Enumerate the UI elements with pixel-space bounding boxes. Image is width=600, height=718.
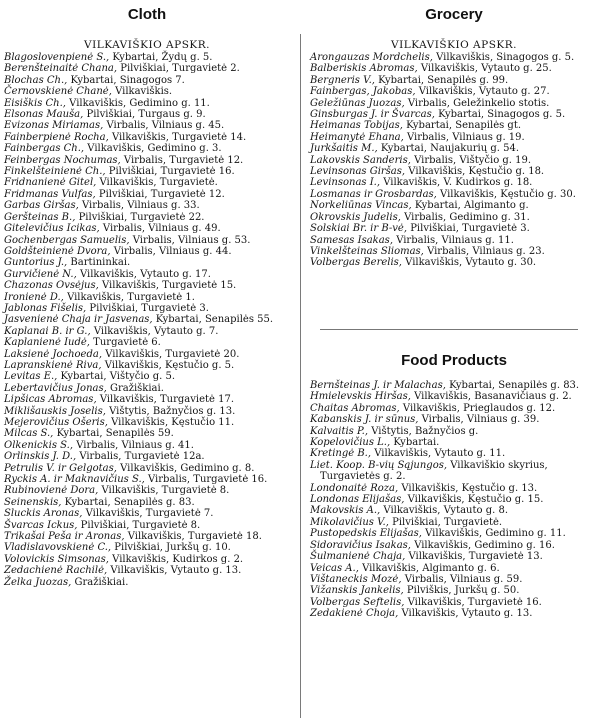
entry-address: Gražiškiai. xyxy=(109,382,164,394)
entry-name: Ryckis A. ir Maknavičius S., xyxy=(4,474,145,486)
entry-name: Ginsburgas J. ir Švarcas, xyxy=(310,109,435,121)
entry-name: Finkelšteinienė Ch., xyxy=(4,166,106,178)
list-item xyxy=(310,391,598,402)
entry-name: Švarcas Ickus, xyxy=(4,519,78,531)
entry-address: Vilkaviškis, Gedimino g. 8. xyxy=(120,462,255,474)
list-item xyxy=(310,448,598,459)
entry-address: Pilviškiai, Turgavietė 3. xyxy=(410,223,530,235)
list-item xyxy=(310,63,598,74)
list-item xyxy=(4,554,290,565)
entry-name: Kretingė B., xyxy=(310,448,372,460)
entry-name: Okrovskis Judelis, xyxy=(310,211,401,223)
food-list xyxy=(310,380,598,620)
list-item xyxy=(4,520,290,531)
entry-name: Berenšteinaitė Chana, xyxy=(4,63,118,75)
entry-address: Virbalis, Vilniaus g. 11. xyxy=(396,234,514,246)
entry-name: Želka Juozas, xyxy=(4,576,72,588)
entry-address: Pilviškiai, Turgavietė. xyxy=(392,516,503,528)
entry-address: Vilkaviškis. xyxy=(115,86,173,98)
list-item xyxy=(310,585,598,596)
entry-address: Vilkaviškis, Gedimino g. 11. xyxy=(69,97,210,109)
list-item xyxy=(4,394,290,405)
entry-name: Guntorius J., xyxy=(4,257,68,269)
entry-address: Vilkaviškis, Kudirkos g. 2. xyxy=(112,553,244,565)
entry-name: Trikašai Peša ir Aronas, xyxy=(4,531,125,543)
entry-name: Chaitas Abromas, xyxy=(310,402,400,414)
list-item xyxy=(4,257,290,268)
entry-name: Mikolavičius V., xyxy=(310,516,389,528)
entry-name: Sluckis Aronas, xyxy=(4,508,83,520)
entry-address: Vilkaviškis, Turgavietė 1. xyxy=(67,291,195,303)
entry-address: Virbalis, Vištyčio g. 19. xyxy=(414,154,532,166)
list-item xyxy=(310,403,598,414)
cloth-entries xyxy=(4,52,290,588)
list-item xyxy=(4,143,290,154)
cloth-column xyxy=(4,0,290,718)
entry-name: Fainberpienė Rocha, xyxy=(4,131,109,143)
entry-name: Losmanas ir Grosbardas, xyxy=(310,188,437,200)
entry-name: Fainbergas, Jakobas, xyxy=(310,86,416,98)
entry-address: Vilkaviškis, Kęstučio g. 5. xyxy=(104,359,235,371)
entry-name: Fridnanienė Gitel, xyxy=(4,177,97,189)
list-item xyxy=(4,485,290,496)
entry-name: Milcas S., xyxy=(4,428,54,440)
list-item xyxy=(310,75,598,86)
entry-address: Vilkaviškis, Kęstučio g. 15. xyxy=(407,494,544,506)
entry-address: Vilkaviškis, Sinagogos g. 5. xyxy=(436,52,575,63)
entry-address: Vilkaviškis, Kęstučio 11. xyxy=(111,417,235,428)
list-item xyxy=(4,120,290,131)
entry-name: Liet. Koop. B-vių Sąjungos, xyxy=(310,459,448,471)
entry-address: Kybartai, Sinagogos 7. xyxy=(70,74,185,86)
list-item xyxy=(4,360,290,371)
entry-name: Levitas E., xyxy=(4,371,58,383)
entry-name: Fainbergas Ch., xyxy=(4,143,85,155)
grocery-list xyxy=(310,40,598,269)
list-item xyxy=(4,235,290,246)
list-item xyxy=(310,483,598,494)
list-item xyxy=(310,200,598,211)
entry-name: Lebertavičius Jonas, xyxy=(4,382,107,394)
entry-name: Laksienė Jochoeda, xyxy=(4,348,102,360)
list-item xyxy=(310,155,598,166)
entry-name: Samesas Isakas, xyxy=(310,234,393,246)
entry-name: Miklišauskis Joselis, xyxy=(4,405,106,417)
entry-name: Eisiškis Ch., xyxy=(4,97,66,109)
list-item xyxy=(4,508,290,519)
entry-name: Heimanytė Ehana, xyxy=(310,131,404,143)
entry-address: Virbalis, Vilniaus g. 49. xyxy=(102,223,221,235)
entry-address: Virbalis, Vilniaus g. 59. xyxy=(404,573,523,585)
list-item xyxy=(310,460,598,483)
entry-name: Londonas Elijašas, xyxy=(310,494,405,506)
entry-name: Vištaneckis Mozė, xyxy=(310,573,402,585)
list-item xyxy=(4,200,290,211)
entry-address: Vilkaviškis, Turgavietė 16. xyxy=(407,596,542,608)
list-item xyxy=(310,517,598,528)
entry-name: Geležiūnas Juozas, xyxy=(310,97,405,109)
list-item xyxy=(4,269,290,280)
list-item xyxy=(4,52,290,63)
entry-name: Bergneris V., xyxy=(310,74,375,86)
list-item xyxy=(4,86,290,97)
entry-address: Vilkaviškis, Turgavietė. xyxy=(99,177,218,189)
entry-address: Pilviškiai, Turgavietė 12. xyxy=(98,188,225,200)
entry-name: Volbergas Berelis, xyxy=(310,257,402,269)
entry-address: Kybartai, Senapilės g. 99. xyxy=(378,74,509,86)
entry-address: Vilkaviškis, Turgavietė 7. xyxy=(85,508,214,520)
grocery-heading: Grocery xyxy=(425,6,483,23)
list-item xyxy=(4,497,290,508)
entry-name: Kaplanai B. ir G., xyxy=(4,325,91,337)
list-item xyxy=(4,383,290,394)
column-divider xyxy=(300,34,301,718)
list-item xyxy=(310,505,598,516)
entry-address: Virbalis, Geležinkelio stotis. xyxy=(407,97,550,109)
entry-address: Vilkaviškis, Gedimino g. 11. xyxy=(425,528,566,540)
entry-address: Kybartai, Senapilės g. 83. xyxy=(64,496,195,508)
list-item xyxy=(4,463,290,474)
list-item xyxy=(4,177,290,188)
entry-address: Pilviškiai, Turgaus g. 9. xyxy=(86,109,206,121)
entry-name: Balberiskis Abromas, xyxy=(310,63,418,75)
list-item xyxy=(310,608,598,619)
list-item xyxy=(310,574,598,585)
entry-name: Levinsonas Giršas, xyxy=(310,166,406,178)
list-item xyxy=(4,337,290,348)
entry-name: Sidoravičius Isakas, xyxy=(310,539,411,551)
list-item xyxy=(4,577,290,588)
entry-address: Vilkaviškis, Vytauto g. 17. xyxy=(79,268,211,280)
list-item xyxy=(4,542,290,553)
entry-address: Virbalis, Turgavietė 12a. xyxy=(79,451,205,463)
list-item xyxy=(4,565,290,576)
right-column xyxy=(310,0,598,718)
entry-address: Vilkaviškio skyrius, Turgavietės g. 2. xyxy=(320,459,548,483)
list-item xyxy=(4,417,290,428)
entry-name: Blochas Ch., xyxy=(4,74,68,86)
entry-address: Kybartai, Senapilės 55. xyxy=(155,314,274,326)
entry-name: Solskiai Br. ir B-vė, xyxy=(310,223,408,235)
entry-address: Vilkaviškis, Vytauto g. 13. xyxy=(110,565,242,577)
entry-address: Virbalis, Vilniaus g. 23. xyxy=(427,245,545,257)
entry-address: Virbalis, Vilniaus g. 45. xyxy=(106,120,225,132)
list-item xyxy=(310,143,598,154)
entry-address: Vilkaviškis, Vytauto g. 8. xyxy=(383,505,509,517)
list-item xyxy=(310,166,598,177)
entry-name: Jasvenienė Chaja ir Jasvenas, xyxy=(4,314,153,326)
list-item xyxy=(4,246,290,257)
entry-name: Lapranskienė Riva, xyxy=(4,359,102,371)
entry-name: Gurvičienė N., xyxy=(4,268,77,280)
entry-address: Virbalis, Vilniaus g. 53. xyxy=(132,234,251,246)
list-item xyxy=(310,426,598,437)
entry-address: Vilkaviškis, Vytauto g. 27. xyxy=(418,86,550,98)
entry-address: Vilkaviškis, Turgavietė 13. xyxy=(408,551,543,563)
entry-address: Vilkaviškis, Vytauto g. 11. xyxy=(374,448,506,460)
cloth-region: VILKAVIŠKIO APSKR. xyxy=(84,39,210,51)
entry-name: Veicas A., xyxy=(310,562,359,574)
list-item xyxy=(4,98,290,109)
entry-address: Kybartai, Senapilės g. 83. xyxy=(449,380,580,391)
list-item xyxy=(310,98,598,109)
entry-address: Kybartai, Senapilės gt. xyxy=(406,120,522,132)
list-item xyxy=(310,177,598,188)
list-item xyxy=(4,75,290,86)
entry-name: Kaplanienė Iudė, xyxy=(4,337,90,349)
list-item xyxy=(4,451,290,462)
entry-name: Feinbergas Nochumas, xyxy=(4,154,121,166)
entry-address: Vilkaviškis, V. Kudirkos g. 18. xyxy=(383,177,533,189)
list-item xyxy=(4,223,290,234)
entry-address: Virbalis, Vilniaus g. 41. xyxy=(76,439,194,451)
food-heading: Food Products xyxy=(401,352,507,369)
entry-address: Kybartai, Senapilės 59. xyxy=(56,428,174,440)
entry-address: Vilkaviškis, Algimanto g. 6. xyxy=(362,562,500,574)
list-item xyxy=(310,540,598,551)
entry-address: Vilkaviškis, Turgavietė 20. xyxy=(105,348,240,360)
entry-name: Rubinovienė Dora, xyxy=(4,485,99,497)
entry-address: Vilkaviškis, Kęstučio g. 13. xyxy=(401,482,538,494)
list-item xyxy=(310,120,598,131)
list-item xyxy=(4,155,290,166)
entry-address: Vilkaviškis, Turgavietė 8. xyxy=(101,485,230,497)
entry-name: Kalvaitis P., xyxy=(310,425,369,437)
entry-name: Elsonas Mauša, xyxy=(4,109,84,121)
entry-address: Vilkaviškis, Gedimino g. 16. xyxy=(414,539,555,551)
entry-name: Petrulis V. ir Gelgotas, xyxy=(4,462,117,474)
entry-address: Vilkaviškis, Turgavietė 17. xyxy=(99,394,235,406)
entry-address: Turgavietė 6. xyxy=(93,337,161,349)
list-item xyxy=(310,189,598,200)
list-item xyxy=(4,292,290,303)
entry-address: Virbalis, Turgavietė 16. xyxy=(148,474,268,486)
entry-address: Virbalis, Vilniaus g. 33. xyxy=(81,200,200,212)
list-item xyxy=(4,189,290,200)
list-item xyxy=(310,52,598,63)
entry-address: Kybartai, Vištyčio g. 5. xyxy=(60,371,176,383)
entry-address: Pilviškiai, Turgavietė 22. xyxy=(78,211,205,223)
entry-name: Gitelevičius Icikas, xyxy=(4,223,100,235)
grocery-entries xyxy=(310,52,598,269)
entry-name: Mejerovičius Ošeris, xyxy=(4,417,108,428)
grocery-region: VILKAVIŠKIO APSKR. xyxy=(391,39,517,51)
entry-name: Olkenickis S., xyxy=(4,439,74,451)
entry-name: Ironienė D., xyxy=(4,291,64,303)
list-item xyxy=(310,494,598,505)
entry-name: Bernšteinas J. ir Malachas, xyxy=(310,380,446,391)
entry-address: Vilkaviškis, Gedimino g. 3. xyxy=(87,143,222,155)
entry-name: Fridmanas Vulfas, xyxy=(4,188,96,200)
entry-address: Vištytis, Bažnyčios g. xyxy=(371,425,479,437)
list-item xyxy=(4,109,290,120)
list-item xyxy=(310,257,598,268)
list-item xyxy=(4,303,290,314)
entry-name: Šulmanienė Chaja, xyxy=(310,551,406,563)
section-separator xyxy=(320,329,578,330)
list-item xyxy=(310,132,598,143)
list-item xyxy=(4,531,290,542)
entry-address: Vilkaviškis, Turgavietė 15. xyxy=(102,280,237,292)
list-item xyxy=(310,551,598,562)
entry-name: Vinkelšteinas Sliomas, xyxy=(310,245,424,257)
entry-address: Pilviškiai, Jurkšų g. 10. xyxy=(114,542,231,554)
list-item xyxy=(4,326,290,337)
cloth-heading: Cloth xyxy=(127,6,167,23)
entry-name: Garbas Giršas, xyxy=(4,200,79,212)
entry-address: Vilkaviškis, Vytauto g. 13. xyxy=(401,608,533,620)
list-item xyxy=(4,349,290,360)
list-item xyxy=(310,212,598,223)
list-item xyxy=(4,428,290,439)
entry-address: Vilkaviškis, Turgavietė 18. xyxy=(127,531,262,543)
list-item xyxy=(4,314,290,325)
list-item xyxy=(4,212,290,223)
list-item xyxy=(310,563,598,574)
entry-address: Vilkaviškis, Kęstučio g. 30. xyxy=(440,188,576,200)
entry-name: Vladislavovskienė C., xyxy=(4,542,112,554)
list-item xyxy=(310,380,598,391)
entry-name: Blagoslovenpienė S., xyxy=(4,52,110,63)
list-item xyxy=(4,474,290,485)
list-item xyxy=(310,223,598,234)
entry-address: Kybartai, Algimanto g. xyxy=(414,200,529,212)
entry-address: Pilviškiai, Turgavietė 2. xyxy=(120,63,240,75)
entry-address: Bartininkai. xyxy=(70,257,131,269)
entry-address: Vilkaviškis, Vytauto g. 30. xyxy=(405,257,537,269)
entry-name: Londonaitė Roza, xyxy=(310,482,399,494)
entry-name: Gochenbergas Samuelis, xyxy=(4,234,130,246)
list-item xyxy=(310,109,598,120)
entry-name: Kopelovičius L., xyxy=(310,437,391,449)
entry-address: Vilkaviškis, Prieglaudos g. 12. xyxy=(402,402,556,414)
entry-address: Vilkaviškis, Vytauto g. 7. xyxy=(93,325,219,337)
entry-address: Kybartai, Sinagogos g. 5. xyxy=(438,109,566,121)
entry-address: Pilviškiai, Turgavietė 3. xyxy=(89,302,209,314)
entry-address: Kybartai, Žydų g. 5. xyxy=(112,52,213,63)
list-item xyxy=(4,63,290,74)
entry-address: Vištytis, Bažnyčios g. 13. xyxy=(109,405,236,417)
entry-name: Seinenskis, xyxy=(4,496,62,508)
list-item xyxy=(4,371,290,382)
list-item xyxy=(4,440,290,451)
list-item xyxy=(310,235,598,246)
list-item xyxy=(310,86,598,97)
entry-address: Vilkaviškis, Vytauto g. 25. xyxy=(420,63,552,75)
list-item xyxy=(310,437,598,448)
entry-name: Lakovskis Sanderis, xyxy=(310,154,411,166)
entry-name: Geršteinas B., xyxy=(4,211,76,223)
entry-name: Goldšteinienė Dvora, xyxy=(4,245,111,257)
entry-address: Vilkaviškis, Turgavietė 14. xyxy=(111,131,247,143)
entry-address: Pilviškis, Jurkšų g. 50. xyxy=(406,585,520,597)
entry-name: Jurkšaitis M., xyxy=(310,143,378,155)
list-item xyxy=(310,414,598,425)
entry-address: Kybartai, Naujakurių g. 54. xyxy=(380,143,520,155)
entry-address: Pilviškiai, Turgavietė 8. xyxy=(80,519,201,531)
entry-address: Virbalis, Vilniaus g. 39. xyxy=(421,414,540,426)
list-item xyxy=(4,406,290,417)
entry-name: Pustopedskis Elijašas, xyxy=(310,528,422,540)
entry-address: Virbalis, Gedimino g. 31. xyxy=(404,211,530,223)
entry-name: Volovickis Simsonas, xyxy=(4,553,109,565)
entry-address: Gražiškiai. xyxy=(74,576,129,588)
entry-address: Virbalis, Turgavietė 12. xyxy=(123,154,244,166)
cloth-list xyxy=(4,40,290,588)
list-item xyxy=(310,528,598,539)
list-item xyxy=(310,246,598,257)
entry-name: Heimanas Tobijas, xyxy=(310,120,403,132)
entry-address: Kybartai. xyxy=(393,437,440,449)
entry-address: Virbalis, Vilniaus g. 44. xyxy=(113,245,232,257)
entry-address: Virbalis, Vilniaus g. 19. xyxy=(406,131,525,143)
list-item xyxy=(4,280,290,291)
entry-name: Zedakienė Choja, xyxy=(310,608,399,620)
entry-name: Arongauzas Mordchelis, xyxy=(310,52,433,63)
list-item xyxy=(4,166,290,177)
list-item xyxy=(310,597,598,608)
entry-name: Kabanskis J. ir sūnus, xyxy=(310,414,419,426)
entry-name: Evizonas Miriamas, xyxy=(4,120,104,132)
entry-address: Vilkaviškis, Basanavičiaus g. 2. xyxy=(414,391,572,403)
entry-name: Chazonas Ovsėjus, xyxy=(4,280,99,292)
entry-address: Vilkaviškis, Kęstučio g. 18. xyxy=(408,166,545,178)
entry-name: Orlinskis J. D., xyxy=(4,451,77,463)
entry-address: Pilviškiai, Turgavietė 16. xyxy=(108,166,235,178)
entry-name: Levinsonas I., xyxy=(310,177,381,189)
food-entries xyxy=(310,380,598,620)
entry-name: Norkeliūnas Vincas, xyxy=(310,200,412,212)
list-item xyxy=(4,132,290,143)
entry-name: Volbergas Seftelis, xyxy=(310,596,405,608)
entry-name: Vižanskis Jankelis, xyxy=(310,585,404,597)
entry-name: Jablonas Fišelis, xyxy=(4,302,87,314)
entry-name: Hmielevskis Hiršas, xyxy=(310,391,411,403)
entry-name: Makovskis A., xyxy=(310,505,381,517)
entry-name: Černovskienė Chanė, xyxy=(4,86,112,98)
entry-name: Zedachienė Rachilė, xyxy=(4,565,108,577)
entry-name: Lipšicas Abromas, xyxy=(4,394,97,406)
